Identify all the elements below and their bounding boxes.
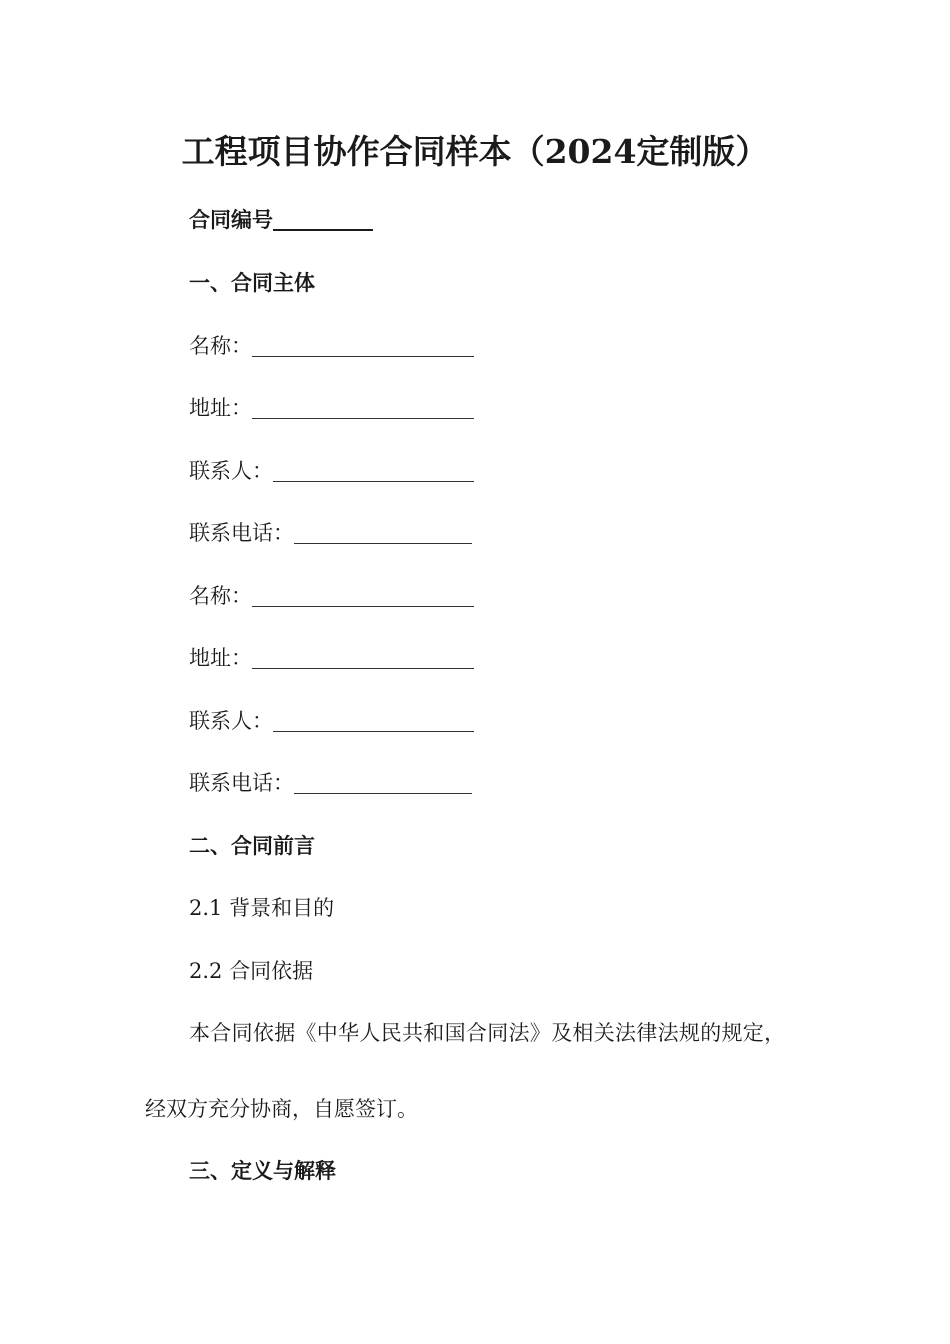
party-a-address-blank[interactable] <box>252 417 474 419</box>
item-2-1: 2.1 背景和目的 <box>189 896 335 920</box>
party-b-address-blank[interactable] <box>252 667 474 669</box>
party-a-address-line <box>189 393 474 423</box>
contract-number-blank[interactable] <box>273 228 373 231</box>
party-a-contact-label: 联系人： <box>189 459 273 483</box>
party-a-name-blank[interactable] <box>252 355 474 357</box>
basis-paragraph-line-1: 本合同依据《中华人民共和国合同法》及相关法律法规的规定， <box>189 1021 786 1045</box>
party-a-address-label: 地址： <box>189 396 252 420</box>
party-b-phone-blank[interactable] <box>294 792 472 794</box>
contract-number-label: 合同编号 <box>189 207 273 232</box>
party-b-name-line <box>189 581 474 611</box>
party-a-contact-blank[interactable] <box>273 480 474 482</box>
document-title: 工程项目协作合同样本（2024定制版） <box>181 132 769 171</box>
party-a-phone-blank[interactable] <box>294 542 472 544</box>
section-2-heading: 二、合同前言 <box>189 833 315 858</box>
party-b-contact-line <box>189 706 474 736</box>
party-b-contact-blank[interactable] <box>273 730 474 732</box>
contract-number-line <box>189 205 373 235</box>
party-a-contact-line <box>189 456 474 486</box>
basis-paragraph-line-2: 经双方充分协商，自愿签订。 <box>145 1097 418 1121</box>
party-a-phone-label: 联系电话： <box>189 521 294 545</box>
section-1-heading: 一、合同主体 <box>189 270 315 295</box>
party-b-address-line <box>189 643 474 673</box>
party-b-contact-label: 联系人： <box>189 709 273 733</box>
section-3-heading: 三、定义与解释 <box>189 1158 336 1183</box>
party-a-name-label: 名称： <box>189 334 252 358</box>
party-b-phone-label: 联系电话： <box>189 771 294 795</box>
party-b-address-label: 地址： <box>189 646 252 670</box>
party-b-name-blank[interactable] <box>252 605 474 607</box>
party-a-name-line <box>189 331 474 361</box>
party-a-phone-line <box>189 518 472 548</box>
item-2-2: 2.2 合同依据 <box>189 959 314 983</box>
party-b-phone-line <box>189 768 472 798</box>
party-b-name-label: 名称： <box>189 584 252 608</box>
